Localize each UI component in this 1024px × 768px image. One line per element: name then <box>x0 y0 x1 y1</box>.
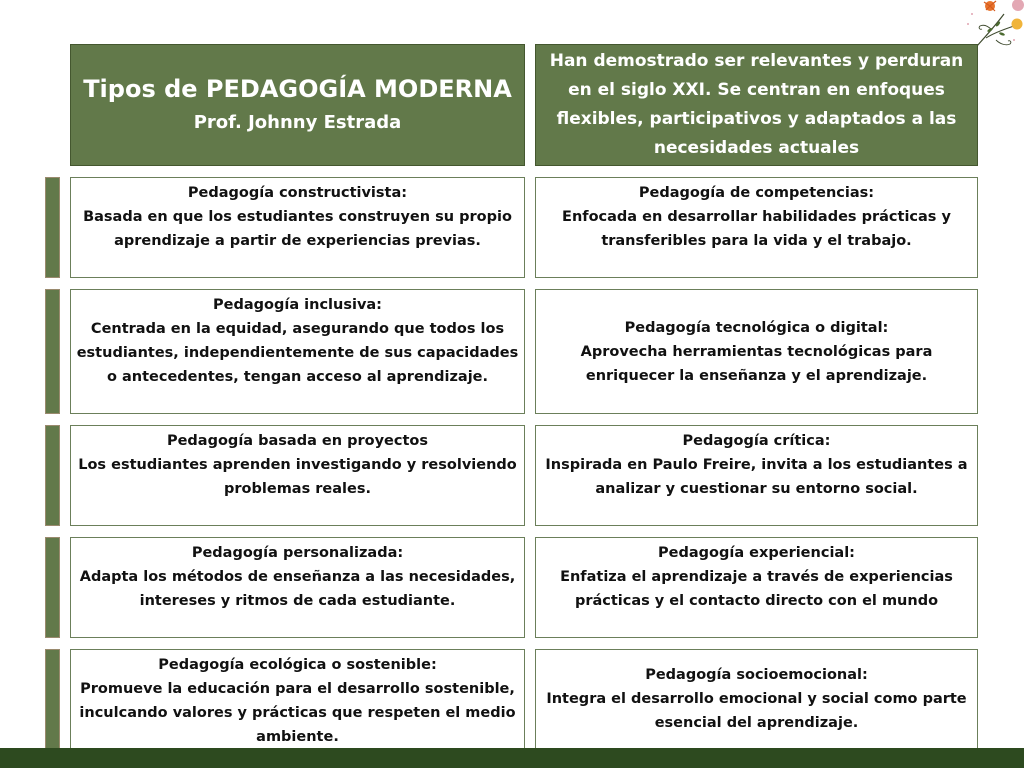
card-description: Adapta los métodos de enseñanza a las necesidades, intereses y ritmos de cada estudiante. <box>79 569 516 609</box>
card-description: Aprovecha herramientas tecnológicas para enriquecer la enseñanza y el aprendizaje. <box>580 343 933 384</box>
card-title: Pedagogía personalizada: <box>191 545 404 561</box>
intro-banner <box>535 44 978 166</box>
card-title: Pedagogía constructivista: <box>187 185 408 201</box>
page-title: Tipos de PEDAGOGÍA MODERNA <box>83 75 512 103</box>
author-name: Prof. Johnny Estrada <box>193 112 402 133</box>
card-description: Inspirada en Paulo Freire, invita a los estudiantes a analizar y cuestionar su entorno social. <box>545 457 968 497</box>
card-description: Promueve la educación para el desarrollo sostenible, inculcando valores y prácticas que respeten el medio ambiente. <box>79 681 516 745</box>
pedagogy-card-personalizada <box>70 537 525 638</box>
card-title: Pedagogía crítica: <box>682 433 831 449</box>
pedagogy-card-ecologica <box>70 649 525 749</box>
card-title: Pedagogía experiencial: <box>658 545 855 561</box>
row-accent-bar <box>45 177 60 278</box>
footer-bar <box>0 748 1024 768</box>
card-description: Enfocada en desarrollar habilidades prácticas y transferibles para la vida y el trabajo. <box>562 209 951 249</box>
pedagogy-card-inclusiva <box>70 289 525 414</box>
card-description: Basada en que los estudiantes construyen su propio aprendizaje a partir de experiencias previas. <box>83 209 512 249</box>
card-description: Centrada en la equidad, asegurando que todos los estudiantes, independientemente de sus capacidades o antecedentes, tengan acceso al aprendizaje. <box>76 321 519 385</box>
pedagogy-card-competencias <box>535 177 978 278</box>
pedagogy-card-proyectos <box>70 425 525 526</box>
pedagogy-card-critica <box>535 425 978 526</box>
card-title: Pedagogía socioemocional: <box>645 667 868 683</box>
row-accent-bar <box>45 289 60 414</box>
card-title: Pedagogía de competencias: <box>638 185 875 201</box>
title-banner <box>70 44 525 166</box>
row-accent-bar <box>45 537 60 638</box>
row-accent-bar <box>45 425 60 526</box>
intro-text: Han demostrado ser relevantes y perduran en el siglo XXI. Se centran en enfoques flexibles, participativos y adaptados a las necesidades actuales <box>549 51 964 158</box>
card-description: Integra el desarrollo emocional y social como parte esencial del aprendizaje. <box>546 691 967 731</box>
card-title: Pedagogía tecnológica o digital: <box>624 319 889 336</box>
card-title: Pedagogía ecológica o sostenible: <box>158 657 437 673</box>
pedagogy-card-experiencial <box>535 537 978 638</box>
card-title: Pedagogía inclusiva: <box>213 297 382 313</box>
card-description: Los estudiantes aprenden investigando y resolviendo problemas reales. <box>78 457 517 497</box>
pedagogy-card-socioemocional <box>535 649 978 749</box>
card-title: Pedagogía basada en proyectos <box>166 433 429 449</box>
pedagogy-card-constructivista <box>70 177 525 278</box>
card-description: Enfatiza el aprendizaje a través de experiencias prácticas y el contacto directo con el mundo <box>560 569 953 609</box>
pedagogy-card-tecnologica <box>535 289 978 414</box>
